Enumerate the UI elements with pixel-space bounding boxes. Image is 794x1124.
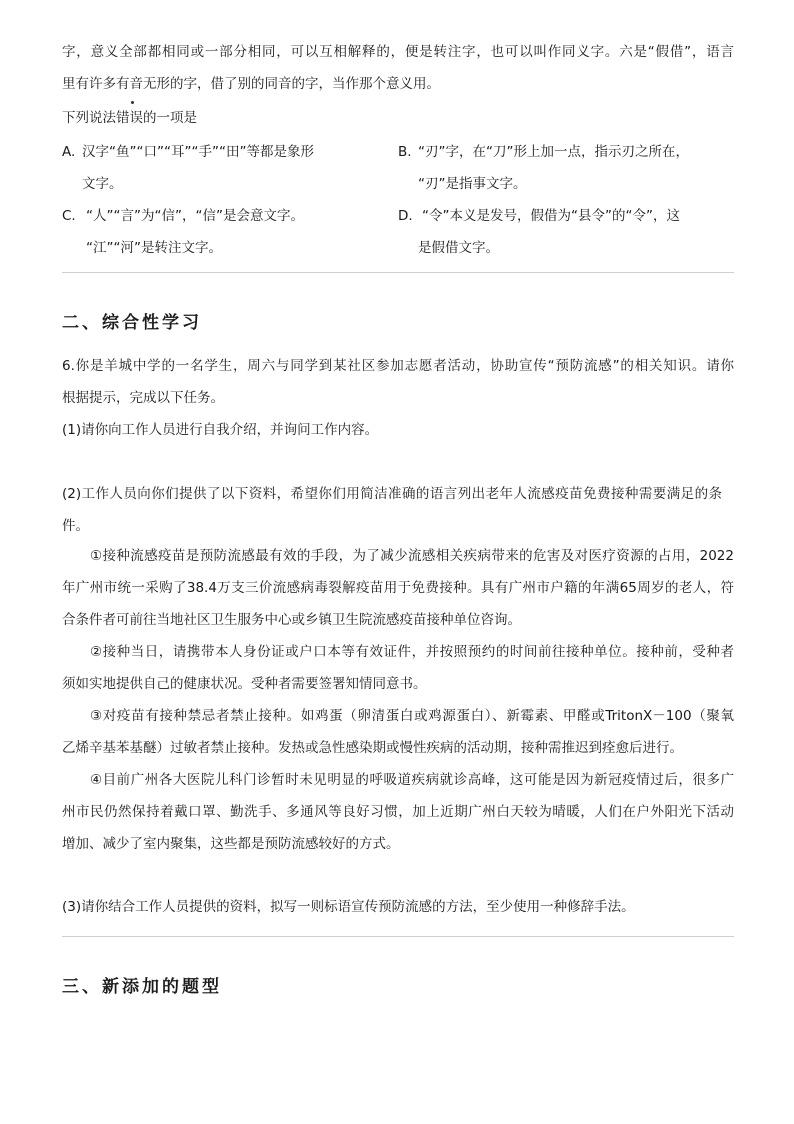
material-3-line-2: 乙烯辛基苯基醚）过敏者禁止接种。发热或急性感染期或慢性疾病的活动期，接种需推迟到痊愈后进行。: [62, 740, 683, 756]
material-1-line-3: 合条件者可前往当地社区卫生服务中心或乡镇卫生院流感疫苗接种单位咨询。: [62, 612, 521, 628]
material-4-line-3: 增加、减少了室内聚集，这些都是预防流感较好的方式。: [62, 836, 400, 852]
question-stem: 下列说法错误的一项是: [62, 110, 197, 126]
emphasis-dot: [131, 101, 134, 104]
option-c-line-1: “人”“言”为“信”，“信”是会意文字。: [86, 208, 304, 224]
section-divider: [62, 272, 734, 273]
material-4-line-1: ④目前广州各大医院儿科门诊暂时未见明显的呼吸道疾病就诊高峰，这可能是因为新冠疫情过后，很多广: [90, 772, 734, 788]
option-a-line-1: 汉字“鱼”“口”“耳”“手”“田”等都是象形: [82, 144, 314, 160]
intro-line-2: 里有许多有音无形的字，借了别的同音的字，当作那个意义用。: [62, 76, 440, 92]
section-heading: 三、新添加的题型: [62, 977, 222, 997]
section-divider: [62, 936, 734, 937]
q6-line-1: 6.你是羊城中学的一名学生，周六与同学到某社区参加志愿者活动，协助宣传“预防流感”的相关知识。请你: [62, 358, 734, 374]
option-c-label: C.: [62, 208, 76, 224]
task-2-line-2: 件。: [62, 518, 89, 534]
q6-line-2: 根据提示，完成以下任务。: [62, 390, 224, 406]
task-2-line-1: (2)工作人员向你们提供了以下资料，希望你们用简洁准确的语言列出老年人流感疫苗免费接种需要满足的条: [62, 486, 722, 502]
option-b-line-2: “刃”是指事文字。: [418, 176, 527, 192]
material-4-line-2: 州市民仍然保持着戴口罩、勤洗手、多通风等良好习惯，加上近期广州白天较为晴暖，人们在户外阳光下活动: [62, 804, 734, 820]
material-1-line-2: 年广州市统一采购了38.4万支三价流感病毒裂解疫苗用于免费接种。具有广州市户籍的年满65周岁的老人，符: [62, 580, 734, 596]
material-1-line-1: ①接种流感疫苗是预防流感最有效的手段，为了减少流感相关疾病带来的危害及对医疗资源的占用，2022: [90, 548, 734, 564]
intro-line-1: 字，意义全部都相同或一部分相同，可以互相解释的，便是转注字，也可以叫作同义字。六是“假借”，语言: [62, 44, 734, 60]
option-d-line-1: “令”本义是发号，假借为“县令”的“令”，这: [422, 208, 680, 224]
material-2-line-1: ②接种当日，请携带本人身份证或户口本等有效证件，并按照预约的时间前往接种单位。接种前，受种者: [90, 644, 734, 660]
option-a-line-2: 文字。: [82, 176, 123, 192]
option-b-line-1: “刃”字，在“刀”形上加一点，指示刃之所在，: [418, 144, 689, 160]
option-c-line-2: “江”“河”是转注文字。: [86, 240, 222, 256]
section-heading: 二、综合性学习: [62, 313, 202, 333]
material-3-line-1: ③对疫苗有接种禁忌者禁止接种。如鸡蛋（卵清蛋白或鸡源蛋白）、新霉素、甲醛或TritonX－100（聚氧: [90, 708, 734, 724]
option-b-label: B.: [398, 144, 412, 160]
option-d-label: D.: [398, 208, 413, 224]
task-1: (1)请你向工作人员进行自我介绍，并询问工作内容。: [62, 422, 379, 438]
option-a-label: A.: [62, 144, 76, 160]
material-2-line-2: 须如实地提供自己的健康状况。受种者需要签署知情同意书。: [62, 676, 427, 692]
task-3: (3)请你结合工作人员提供的资料，拟写一则标语宣传预防流感的方法，至少使用一种修辞手法。: [62, 899, 635, 915]
option-d-line-2: 是假借文字。: [418, 240, 499, 256]
